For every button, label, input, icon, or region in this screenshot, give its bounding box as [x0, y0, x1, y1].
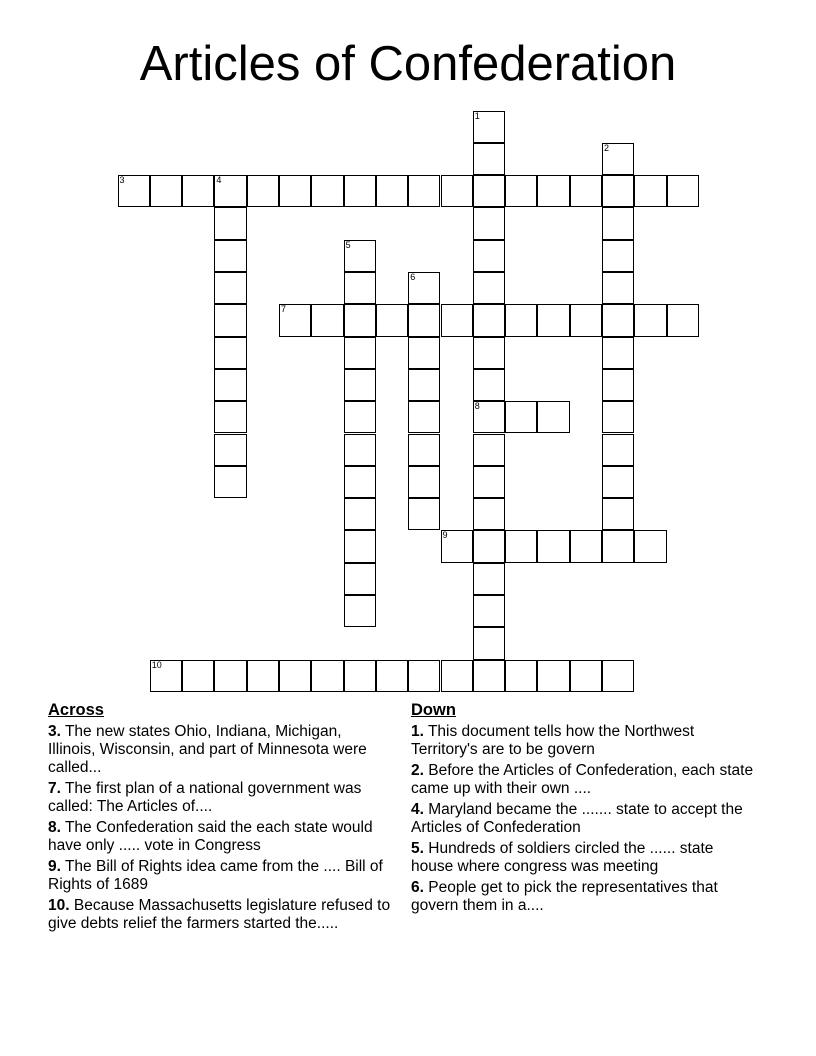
- grid-cell[interactable]: [344, 434, 376, 466]
- grid-cell[interactable]: [279, 304, 311, 336]
- grid-cell[interactable]: [214, 434, 246, 466]
- grid-cell[interactable]: [408, 434, 440, 466]
- grid-cell[interactable]: [537, 304, 569, 336]
- clue-across-9: [48, 858, 393, 894]
- clue-text: The new states Ohio, Indiana, Michigan, Illinois, Wisconsin, and part of Minnesota were called...: [48, 723, 367, 776]
- cell-number: 8: [474, 401, 480, 412]
- across-heading: Across: [48, 701, 104, 719]
- grid-cell[interactable]: [376, 660, 408, 692]
- grid-cell[interactable]: [602, 434, 634, 466]
- grid-cell[interactable]: [214, 207, 246, 239]
- clue-number: 6.: [411, 879, 424, 896]
- cell-number: 1: [474, 110, 480, 121]
- down-heading: Down: [411, 701, 456, 719]
- grid-cell[interactable]: [408, 660, 440, 692]
- grid-cell[interactable]: [344, 240, 376, 272]
- clue-text: The Confederation said the each state would have only ..... vote in Congress: [48, 819, 373, 854]
- cell-number: 7: [281, 304, 287, 315]
- clue-text: Hundreds of soldiers circled the ...... state house where congress was meeting: [411, 840, 714, 875]
- grid-cell[interactable]: [408, 369, 440, 401]
- grid-cell[interactable]: [311, 660, 343, 692]
- clue-across-8: [48, 819, 393, 855]
- grid-cell[interactable]: [344, 337, 376, 369]
- clue-text: The first plan of a national government was called: The Articles of....: [48, 780, 362, 815]
- clue-down-5: [411, 840, 756, 876]
- grid-cell[interactable]: [311, 304, 343, 336]
- clue-number: 1.: [411, 723, 424, 740]
- grid-cell[interactable]: [473, 207, 505, 239]
- grid-cell[interactable]: [602, 272, 634, 304]
- grid-cell[interactable]: [602, 143, 634, 175]
- grid-cell[interactable]: [279, 175, 311, 207]
- grid-cell[interactable]: [344, 530, 376, 562]
- grid-cell[interactable]: [279, 660, 311, 692]
- clue-number: 4.: [411, 801, 424, 818]
- grid-cell[interactable]: [441, 660, 473, 692]
- grid-cell[interactable]: [182, 175, 214, 207]
- grid-cell[interactable]: [344, 563, 376, 595]
- grid-cell[interactable]: [182, 660, 214, 692]
- grid-cell[interactable]: [602, 337, 634, 369]
- grid-cell[interactable]: [344, 595, 376, 627]
- grid-cell[interactable]: [634, 304, 666, 336]
- cell-number: 2: [604, 142, 610, 153]
- clue-number: 2.: [411, 762, 424, 779]
- grid-cell[interactable]: [214, 240, 246, 272]
- grid-cell[interactable]: [473, 595, 505, 627]
- grid-cell[interactable]: [344, 304, 376, 336]
- grid-cell[interactable]: [537, 530, 569, 562]
- grid-cell[interactable]: [473, 563, 505, 595]
- grid-cell[interactable]: [634, 530, 666, 562]
- grid-cell[interactable]: [473, 401, 505, 433]
- grid-cell[interactable]: [408, 304, 440, 336]
- grid-cell[interactable]: [441, 304, 473, 336]
- cell-number: 6: [410, 272, 416, 282]
- cell-number: 9: [442, 530, 448, 541]
- grid-cell[interactable]: [505, 530, 537, 562]
- grid-cell[interactable]: [602, 369, 634, 401]
- clue-number: 9.: [48, 858, 61, 875]
- clue-text: Because Massachusetts legislature refused to give debts relief the farmers started the.....: [48, 897, 391, 932]
- clue-text: This document tells how the Northwest Territory's are to be govern: [411, 723, 695, 758]
- grid-cell[interactable]: [602, 175, 634, 207]
- grid-cell[interactable]: [344, 466, 376, 498]
- cell-number: 10: [151, 659, 162, 670]
- grid-cell[interactable]: [441, 530, 473, 562]
- grid-cell[interactable]: [473, 240, 505, 272]
- grid-cell[interactable]: [602, 660, 634, 692]
- grid-cell[interactable]: [118, 175, 150, 207]
- grid-cell[interactable]: [473, 530, 505, 562]
- grid-cell[interactable]: [214, 401, 246, 433]
- grid-cell[interactable]: [214, 369, 246, 401]
- grid-cell[interactable]: [344, 272, 376, 304]
- grid-cell[interactable]: [602, 498, 634, 530]
- grid-cell[interactable]: [570, 530, 602, 562]
- cell-number: 5: [345, 239, 351, 250]
- grid-cell[interactable]: [214, 304, 246, 336]
- grid-cell[interactable]: [505, 175, 537, 207]
- grid-cell[interactable]: [408, 498, 440, 530]
- grid-cell[interactable]: [667, 304, 699, 336]
- grid-cell[interactable]: [602, 240, 634, 272]
- cell-number: 3: [119, 175, 125, 186]
- grid-cell[interactable]: [473, 111, 505, 143]
- grid-cell[interactable]: [214, 337, 246, 369]
- grid-cell[interactable]: [505, 401, 537, 433]
- across-clues: [48, 700, 393, 936]
- grid-cell[interactable]: [473, 143, 505, 175]
- grid-cell[interactable]: [473, 175, 505, 207]
- grid-cell[interactable]: [473, 498, 505, 530]
- grid-cell[interactable]: [473, 337, 505, 369]
- clue-number: 8.: [48, 819, 61, 836]
- grid-cell[interactable]: [602, 304, 634, 336]
- grid-cell[interactable]: [376, 304, 408, 336]
- grid-cell[interactable]: [408, 466, 440, 498]
- clue-text: The Bill of Rights idea came from the .... Bill of Rights of 1689: [48, 858, 383, 893]
- grid-cell[interactable]: [602, 207, 634, 239]
- grid-cell[interactable]: [473, 627, 505, 659]
- grid-cell[interactable]: [214, 660, 246, 692]
- grid-cell[interactable]: [344, 175, 376, 207]
- clue-text: Before the Articles of Confederation, each state came up with their own ....: [411, 762, 754, 797]
- grid-cell[interactable]: [634, 175, 666, 207]
- grid-cell[interactable]: [376, 175, 408, 207]
- clue-number: 5.: [411, 840, 424, 857]
- grid-cell[interactable]: [473, 272, 505, 304]
- grid-cell[interactable]: [505, 304, 537, 336]
- clue-across-10: [48, 897, 393, 933]
- grid-cell[interactable]: [344, 369, 376, 401]
- clue-down-4: [411, 801, 756, 837]
- grid-cell[interactable]: [473, 660, 505, 692]
- grid-cell[interactable]: [537, 660, 569, 692]
- grid-cell[interactable]: [214, 466, 246, 498]
- page-title: Articles of Confederation: [139, 37, 677, 91]
- grid-cell[interactable]: [570, 175, 602, 207]
- grid-cell[interactable]: [441, 175, 473, 207]
- clue-across-3: [48, 723, 393, 777]
- grid-cell[interactable]: [408, 337, 440, 369]
- clue-down-1: [411, 723, 756, 759]
- grid-cell[interactable]: [247, 175, 279, 207]
- grid-cell[interactable]: [473, 304, 505, 336]
- clue-text: Maryland became the ....... state to accept the Articles of Confederation: [411, 801, 743, 836]
- cell-number: 4: [216, 175, 222, 186]
- grid-cell[interactable]: [408, 175, 440, 207]
- down-clues: [411, 700, 756, 918]
- grid-cell[interactable]: [247, 660, 279, 692]
- grid-cell[interactable]: [214, 175, 246, 207]
- grid-cell[interactable]: [602, 401, 634, 433]
- grid-cell[interactable]: [570, 304, 602, 336]
- grid-cell[interactable]: [408, 272, 440, 304]
- clue-across-7: [48, 780, 393, 816]
- grid-cell[interactable]: [473, 434, 505, 466]
- clue-number: 3.: [48, 723, 61, 740]
- clue-text: People get to pick the representatives that govern them in a....: [411, 879, 718, 914]
- clue-down-6: [411, 879, 756, 915]
- grid-cell[interactable]: [537, 175, 569, 207]
- grid-cell[interactable]: [602, 530, 634, 562]
- grid-cell[interactable]: [311, 175, 343, 207]
- grid-cell[interactable]: [214, 272, 246, 304]
- grid-cell[interactable]: [344, 660, 376, 692]
- grid-cell[interactable]: [344, 498, 376, 530]
- grid-cell[interactable]: [408, 401, 440, 433]
- grid-cell[interactable]: [473, 466, 505, 498]
- grid-cell[interactable]: [570, 660, 602, 692]
- grid-cell[interactable]: [344, 401, 376, 433]
- grid-cell[interactable]: [602, 466, 634, 498]
- clue-number: 10.: [48, 897, 70, 914]
- clue-down-2: [411, 762, 756, 798]
- grid-cell[interactable]: [473, 369, 505, 401]
- grid-cell[interactable]: [150, 175, 182, 207]
- grid-cell[interactable]: [505, 660, 537, 692]
- grid-cell[interactable]: [150, 660, 182, 692]
- grid-cell[interactable]: [667, 175, 699, 207]
- clue-number: 7.: [48, 780, 61, 797]
- grid-cell[interactable]: [537, 401, 569, 433]
